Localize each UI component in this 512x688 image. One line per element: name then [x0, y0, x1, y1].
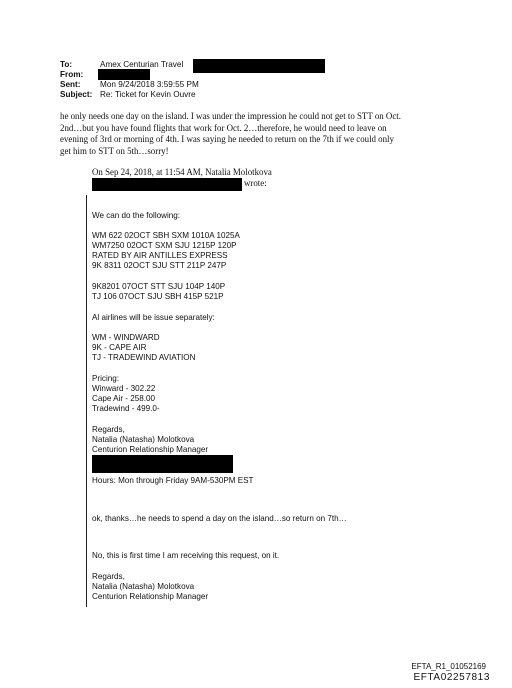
signature-block [92, 572, 208, 602]
sent-label: Sent: [60, 80, 81, 89]
flight-line: WM 622 02OCT SBH SXM 1010A 1025A [92, 231, 240, 240]
pricing-block [92, 374, 160, 414]
body-line: evening of 3rd or morning of 4th. I was saying he needed to return on the 7th if we could only [60, 134, 394, 145]
reply-text: No, this is first time I am receiving this request, on it. [92, 551, 280, 560]
airline-line: WM - WINDWARD [92, 333, 160, 342]
pricing-line: Tradewind - 499.0- [92, 404, 160, 413]
body-line: 2nd…but you have found flights that work for Oct. 2…therefore, he would need to leave on [60, 122, 387, 133]
airline-line: 9K - CAPE AIR [92, 343, 147, 352]
flight-line: WM7250 02OCT SXM SJU 1215P 120P [92, 241, 237, 250]
body-line: he only needs one day on the island. I was under the impression he could not get to STT on Oct. [60, 111, 401, 121]
footer-ref-small: EFTA_R1_01052169 [411, 662, 486, 671]
body-line: get him to STT on 5th…sorry! [60, 145, 169, 156]
to-value: Amex Centurian Travel [100, 60, 184, 69]
quote-intro: On Sep 24, 2018, at 11:54 AM, Natalia Molotkova [92, 167, 272, 177]
airlines-note [92, 313, 215, 323]
from-label: From: [60, 70, 84, 79]
pricing-line: Winward - 302.22 [92, 384, 156, 393]
redaction-from [98, 69, 150, 80]
sent-value: Mon 9/24/2018 3:59:55 PM [100, 80, 199, 89]
flight-line: RATED BY AIR ANTILLES EXPRESS [92, 251, 228, 260]
pricing-line: Pricing: [92, 374, 119, 383]
signature-line: Natalia (Natasha) Molotkova [92, 582, 195, 591]
redaction-email [92, 178, 242, 191]
signature-block [92, 425, 208, 455]
pricing-line: Cape Air - 258.00 [92, 394, 155, 403]
flight-line: 9K 8311 02OCT SJU STT 211P 247P [92, 261, 227, 270]
quote-wrote: wrote: [244, 178, 267, 188]
quoted-intro-text: We can do the following: [92, 211, 181, 220]
quote-attribution [92, 167, 272, 179]
signature-line: Natalia (Natasha) Molotkova [92, 435, 195, 444]
quote-bar [86, 195, 87, 607]
hours-line [92, 476, 254, 486]
redaction-to [193, 59, 325, 73]
quoted-intro [92, 211, 180, 221]
signature-line: Centurion Relationship Manager [92, 592, 209, 601]
redaction-contact [92, 455, 233, 473]
reply-line [92, 514, 347, 524]
airline-line: TJ - TRADEWIND AVIATION [92, 353, 196, 362]
reply-line [92, 551, 279, 561]
flight-line: 9K8201 07OCT STT SJU 104P 140P [92, 282, 226, 291]
airlines-note-text: Al airlines will be issue separately: [92, 313, 215, 322]
message-body [60, 111, 455, 157]
hours-text: Hours: Mon through Friday 9AM-530PM EST [92, 476, 254, 485]
flight-list-return [92, 282, 225, 302]
subject-label: Subject: [60, 90, 93, 99]
to-label: To: [60, 60, 73, 69]
signature-line: Regards, [92, 572, 125, 581]
airline-list [92, 333, 195, 363]
signature-line: Regards, [92, 425, 125, 434]
footer-ref-large: EFTA02257813 [413, 672, 490, 683]
flight-list-outbound [92, 231, 240, 271]
flight-line: TJ 106 07OCT SJU SBH 415P 521P [92, 292, 224, 301]
subject-value: Re: Ticket for Kevin Ouvre [100, 90, 196, 99]
reply-text: ok, thanks…he needs to spend a day on the island…so return on 7th… [92, 514, 347, 523]
signature-line: Centurion Relationship Manager [92, 445, 209, 454]
